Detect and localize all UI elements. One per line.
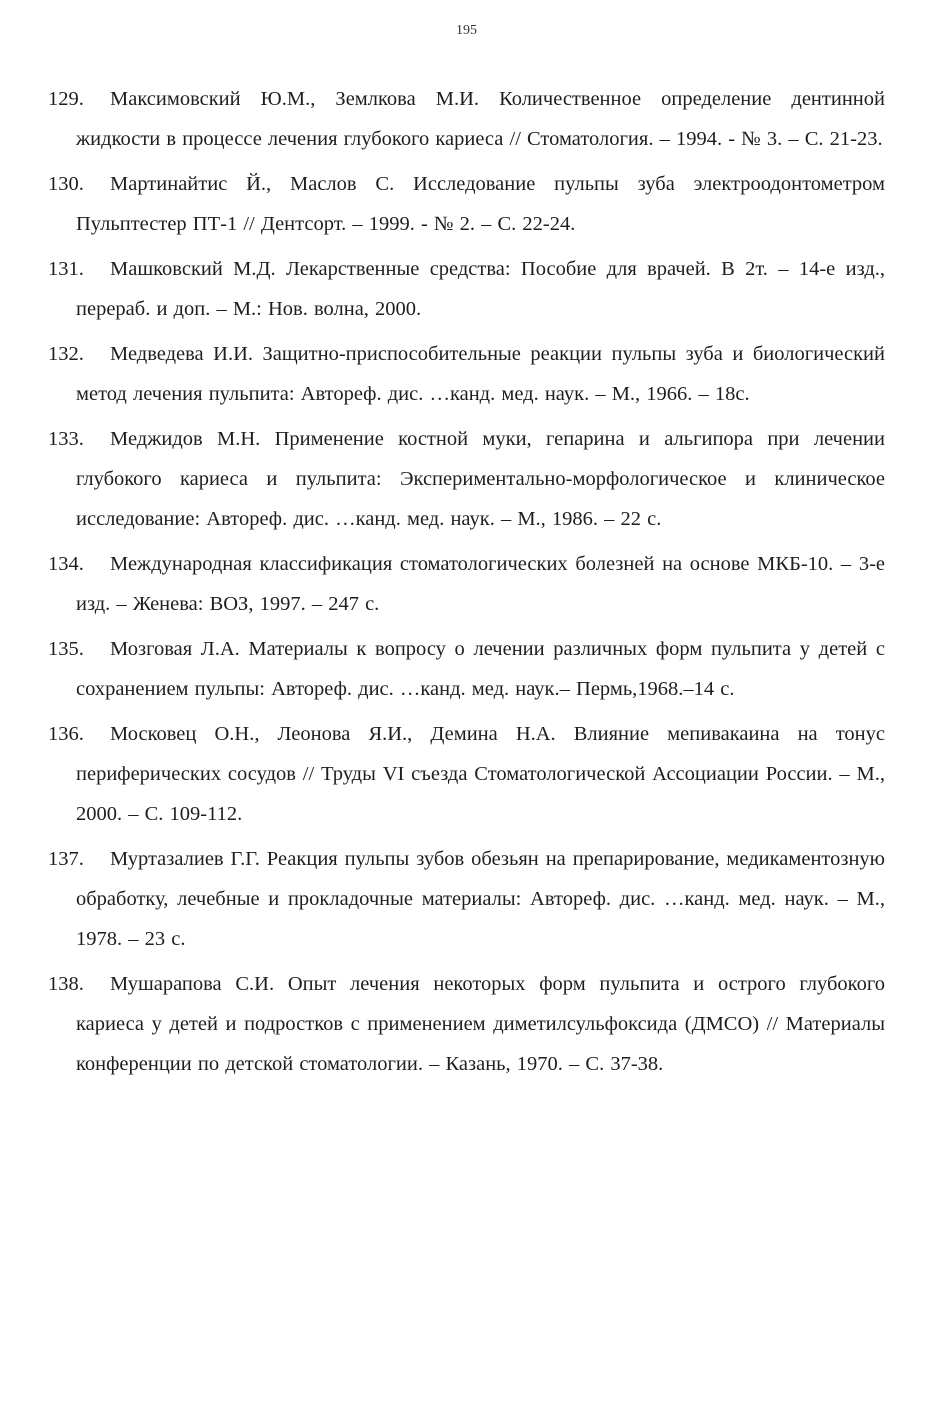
reference-item xyxy=(0,714,933,834)
reference-item xyxy=(0,964,933,1084)
reference-number: 130. xyxy=(48,173,84,195)
reference-item xyxy=(0,249,933,329)
reference-text: Международная классификация стоматологических болезней на основе МКБ-10. – 3-е изд. – Женева: ВОЗ, 1997. – 247 с. xyxy=(76,553,885,615)
reference-text: Меджидов М.Н. Применение костной муки, гепарина и альгипора при лечении глубокого кариеса и пульпита: Экспериментально-морфологическое и клиническое исследование: Автореф. дис. …канд. мед. наук. – М., 1986. – 22 с. xyxy=(76,428,885,530)
reference-number: 135. xyxy=(48,638,84,660)
reference-item xyxy=(0,419,933,539)
reference-list xyxy=(0,79,933,1089)
reference-item xyxy=(0,79,933,159)
reference-text: Московец О.Н., Леонова Я.И., Демина Н.А. Влияние мепивакаина на тонус периферических сосудов // Труды VI съезда Стоматологической Ассоциации России. – М., 2000. – С. 109-112. xyxy=(76,723,885,825)
reference-text: Мушарапова С.И. Опыт лечения некоторых форм пульпита и острого глубокого кариеса у детей и подростков с применением диметилсульфоксида (ДМСО) // Материалы конференции по детской стоматологии. – Казань, 1970. – С. 37-38. xyxy=(76,973,885,1075)
reference-number: 129. xyxy=(48,88,84,110)
reference-number: 136. xyxy=(48,723,84,745)
reference-number: 137. xyxy=(48,848,84,870)
reference-item xyxy=(0,164,933,244)
reference-text: Мартинайтис Й., Маслов С. Исследование пульпы зуба электроодонтометром Пульптестер ПТ-1 // Дентсорт. – 1999. - № 2. – С. 22-24. xyxy=(76,173,885,235)
reference-text: Мозговая Л.А. Материалы к вопросу о лечении различных форм пульпита у детей с сохранением пульпы: Автореф. дис. …канд. мед. наук.– Пермь,1968.–14 с. xyxy=(76,638,885,700)
reference-number: 133. xyxy=(48,428,84,450)
reference-item xyxy=(0,544,933,624)
reference-number: 138. xyxy=(48,973,84,995)
reference-item xyxy=(0,629,933,709)
reference-item xyxy=(0,839,933,959)
page-number: 195 xyxy=(456,23,477,38)
reference-item xyxy=(0,334,933,414)
reference-number: 132. xyxy=(48,343,84,365)
reference-text: Максимовский Ю.М., Землкова М.И. Количественное определение дентинной жидкости в процессе лечения глубокого кариеса // Стоматология. – 1994. - № 3. – С. 21-23. xyxy=(76,88,885,150)
reference-text: Машковский М.Д. Лекарственные средства: Пособие для врачей. В 2т. – 14-е изд., перераб. и доп. – М.: Нов. волна, 2000. xyxy=(76,258,885,320)
reference-number: 131. xyxy=(48,258,84,280)
reference-number: 134. xyxy=(48,553,84,575)
reference-text: Муртазалиев Г.Г. Реакция пульпы зубов обезьян на препарирование, медикаментозную обработку, лечебные и прокладочные материалы: Автореф. дис. …канд. мед. наук. – М., 1978. – 23 с. xyxy=(76,848,885,950)
reference-text: Медведева И.И. Защитно-приспособительные реакции пульпы зуба и биологический метод лечения пульпита: Автореф. дис. …канд. мед. наук. – М., 1966. – 18с. xyxy=(76,343,885,405)
